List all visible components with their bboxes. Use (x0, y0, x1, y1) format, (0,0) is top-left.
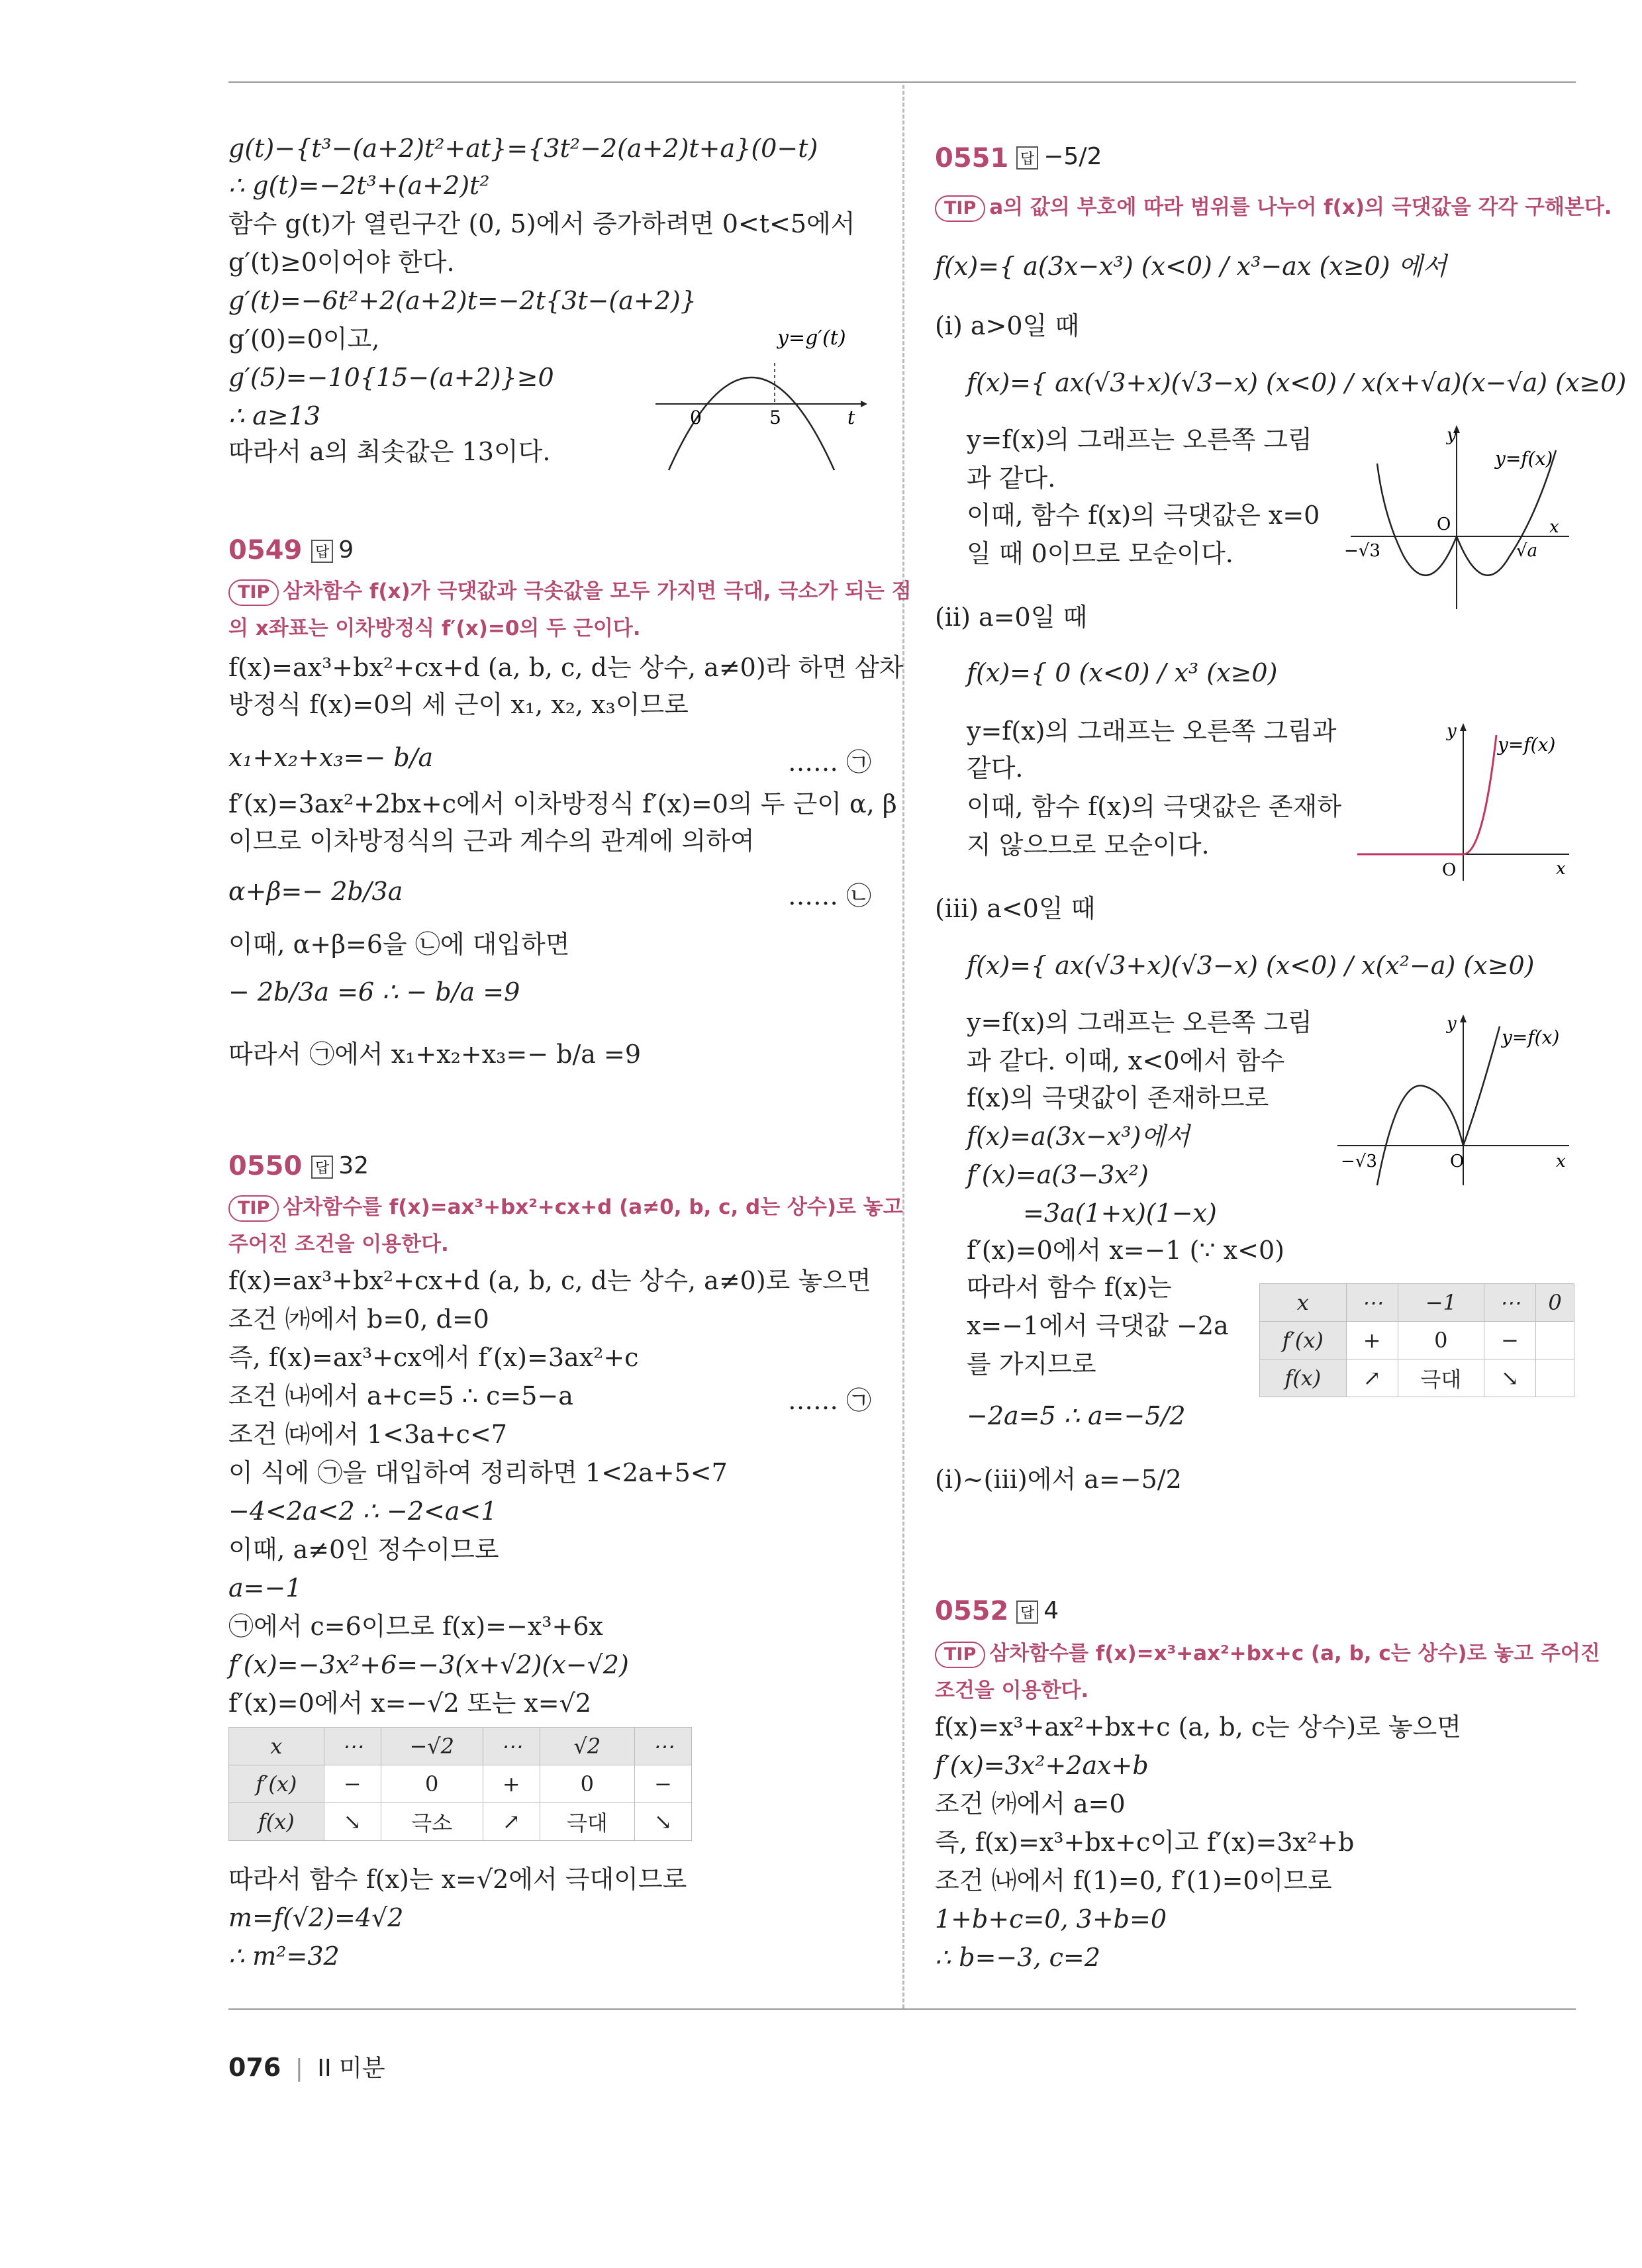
tip-badge: TIP (935, 1642, 985, 1668)
top-rule (228, 81, 1576, 83)
bottom-rule (228, 2008, 1576, 2010)
tip-text: 삼차함수를 f(x)=ax³+bx²+cx+d (a≠0, b, c, d는 상수)로 놓고 (283, 1195, 903, 1219)
page-footer (228, 2049, 385, 2083)
equation-mark: …… ㉠ (788, 1386, 872, 1415)
text-line: 따라서 함수 f(x)는 x=√2에서 극대이므로 (228, 1865, 687, 1894)
text-line: f(x)의 극댓값이 존재하므로 (967, 1083, 1269, 1112)
table-cell: ⋯ (1346, 1284, 1398, 1322)
origin-label: O (1450, 1152, 1465, 1171)
text-line: α+β=− 2b/3a (228, 877, 403, 906)
text-line: ∴ a≥13 (228, 401, 321, 430)
table-cell: ↗ (483, 1803, 540, 1841)
axis-label: y (1447, 425, 1457, 445)
text-line: g(t)−{t³−(a+2)t²+at}={3t²−2(a+2)t+a}(0−t) (228, 134, 818, 163)
axis-label: x (1556, 859, 1566, 879)
text-line: f(x)={ a(3x−x³) (x<0) / x³−ax (x≥0) 에서 (935, 252, 1447, 281)
table-cell: 0 (1398, 1322, 1484, 1359)
page-number: 076 (228, 2053, 281, 2082)
graph-curve-label: y=f(x) (1495, 448, 1553, 469)
text-line: f(x)=ax³+bx²+cx+d (a, b, c, d는 상수, a≠0)라 하면 삼차 (228, 653, 904, 682)
text-line: f′(x)=0에서 x=−√2 또는 x=√2 (228, 1689, 592, 1718)
text-line: 이때, a≠0인 정수이므로 (228, 1535, 499, 1564)
text-line: 조건 ㈐에서 1<3a+c<7 (228, 1420, 507, 1449)
tip-text: 삼차함수를 f(x)=x³+ax²+bx+c (a, b, c는 상수)로 놓고 주어진 (989, 1642, 1600, 1665)
origin-label: O (1437, 515, 1451, 534)
table-cell: 0 (1536, 1284, 1574, 1322)
table-cell: ↘ (1484, 1359, 1535, 1397)
text-line: f′(x)=0에서 x=−1 (∵ x<0) (967, 1236, 1285, 1265)
text-line: y=f(x)의 그래프는 오른쪽 그림 (967, 1008, 1312, 1037)
answer-icon: 답 (1016, 146, 1038, 170)
text-line: m=f(√2)=4√2 (228, 1903, 404, 1932)
problem-number: 0549 (228, 535, 303, 566)
tip-text: 삼차함수 f(x)가 극댓값과 극솟값을 모두 가지면 극대, 극소가 되는 점 (283, 579, 912, 603)
text-line: 과 같다. 이때, x<0에서 함수 (967, 1046, 1285, 1075)
text-line: (ⅰ)~(ⅲ)에서 a=−5/2 (935, 1465, 1182, 1494)
text-line: ∴ m²=32 (228, 1942, 340, 1971)
equation-mark: …… ㉠ (788, 748, 872, 777)
answer-value: 32 (338, 1152, 369, 1179)
text-line: g′(0)=0이고, (228, 324, 380, 354)
text-line: 방정식 f(x)=0의 세 근이 x₁, x₂, x₃이므로 (228, 690, 689, 719)
problem-number: 0552 (935, 1596, 1009, 1626)
table-cell: 극대 (1398, 1359, 1484, 1397)
text-line: f′(x)=3x²+2ax+b (935, 1751, 1149, 1780)
table-cell: ↘ (634, 1803, 691, 1841)
text-line: −2a=5 ∴ a=−5/2 (967, 1401, 1186, 1430)
origin-label: O (1442, 860, 1457, 880)
table-cell: ⋯ (634, 1728, 691, 1765)
tip-line: 의 x좌표는 이차방정식 f′(x)=0의 두 근이다. (228, 616, 641, 640)
answer-icon: 답 (311, 540, 333, 563)
tip-line: 주어진 조건을 이용한다. (228, 1232, 449, 1256)
text-line: 따라서 함수 f(x)는 (967, 1273, 1172, 1302)
table-cell: 극소 (381, 1803, 483, 1841)
table-cell: ⋯ (324, 1728, 381, 1765)
text-line: ㉠에서 c=6이므로 f(x)=−x³+6x (228, 1612, 603, 1641)
table-cell: f′(x) (1260, 1322, 1347, 1359)
text-line: y=f(x)의 그래프는 오른쪽 그림 (967, 425, 1312, 454)
text-line: f′(x)=3ax²+2bx+c에서 이차방정식 f′(x)=0의 두 근이 α, β (228, 789, 897, 818)
table-cell: + (1346, 1322, 1398, 1359)
text-line: 조건 ㈎에서 b=0, d=0 (228, 1305, 489, 1334)
text-line: (ⅰ) a>0일 때 (935, 311, 1080, 340)
table-cell (1536, 1359, 1574, 1397)
graph-case-1 (1344, 424, 1576, 609)
text-line: 를 가지므로 (967, 1350, 1096, 1379)
answer (311, 536, 354, 564)
axis-label: x (1556, 1152, 1566, 1171)
text-line: g′(5)=−10{15−(a+2)}≥0 (228, 363, 554, 392)
text-line: ∴ b=−3, c=2 (935, 1943, 1100, 1972)
text-line: f′(x)=a(3−3x²) (967, 1160, 1149, 1189)
tick-label: t (847, 407, 855, 428)
table-cell: + (483, 1765, 540, 1803)
column-divider (902, 85, 904, 2008)
tick-label: −√3 (1341, 1152, 1377, 1171)
tip-badge: TIP (228, 1195, 279, 1222)
text-line: 이때, 함수 f(x)의 극댓값은 x=0 (967, 501, 1320, 530)
table-cell: x (229, 1728, 324, 1765)
answer-icon: 답 (311, 1156, 333, 1179)
axis-label: y (1447, 722, 1457, 741)
text-line: 이므로 이차방정식의 근과 계수의 관계에 의하여 (228, 826, 755, 856)
text-line: ∴ g(t)=−2t³+(a+2)t² (228, 171, 490, 200)
text-line: 따라서 ㉠에서 x₁+x₂+x₃=− b/a =9 (228, 1040, 642, 1069)
tip-text: a의 값의 부호에 따라 범위를 나누어 f(x)의 극댓값을 각각 구해본다. (989, 195, 1612, 219)
graph-curve-label: y=g′(t) (777, 326, 846, 350)
table-cell (1536, 1322, 1574, 1359)
text-line: g′(t)≥0이어야 한다. (228, 248, 455, 277)
text-line: 이때, α+β=6을 ㉡에 대입하면 (228, 930, 570, 959)
text-line: 즉, f(x)=ax³+cx에서 f′(x)=3ax²+c (228, 1343, 639, 1372)
table-cell: ⋯ (483, 1728, 540, 1765)
text-line: 조건 ㈎에서 a=0 (935, 1789, 1126, 1818)
text-line: 즉, f(x)=x³+bx+c이고 f′(x)=3x²+b (935, 1828, 1355, 1857)
text-line: =3a(1+x)(1−x) (1023, 1199, 1217, 1228)
table-cell: f(x) (229, 1803, 324, 1841)
text-line: 같다. (967, 754, 1024, 783)
axis-label: y (1447, 1014, 1457, 1034)
sign-table (1259, 1283, 1574, 1397)
answer (1016, 1597, 1059, 1624)
table-cell: − (324, 1765, 381, 1803)
tip-badge: TIP (228, 579, 279, 606)
problem-number: 0550 (228, 1151, 303, 1181)
text-line: 1+b+c=0, 3+b=0 (935, 1904, 1167, 1934)
answer-value: 4 (1043, 1597, 1059, 1624)
text-line: 조건 ㈏에서 f(1)=0, f′(1)=0이므로 (935, 1866, 1332, 1895)
text-line: − 2b/3a =6 ∴ − b/a =9 (228, 977, 520, 1007)
table-cell: √2 (540, 1728, 634, 1765)
tip (228, 1189, 903, 1225)
graph-curve-label: y=f(x) (1498, 734, 1556, 756)
table-cell: f(x) (1260, 1359, 1347, 1397)
answer (1016, 143, 1102, 170)
section-title: II 미분 (317, 2055, 385, 2082)
text-line: (ⅲ) a<0일 때 (935, 894, 1096, 923)
text-line: f(x)=x³+ax²+bx+c (a, b, c는 상수)로 놓으면 (935, 1712, 1461, 1742)
tick-label: 0 (690, 407, 702, 428)
footer-divider: | (295, 2055, 303, 2082)
table-cell: 0 (540, 1765, 634, 1803)
text-line: f′(x)=−3x²+6=−3(x+√2)(x−√2) (228, 1650, 629, 1679)
table-cell: −1 (1398, 1284, 1484, 1322)
text-line: f(x)=ax³+bx²+cx+d (a, b, c, d는 상수, a≠0)로 놓으면 (228, 1266, 871, 1295)
table-cell: ↗ (1346, 1359, 1398, 1397)
tip-badge: TIP (935, 195, 985, 222)
text-line: 따라서 a의 최솟값은 13이다. (228, 437, 551, 466)
text-line: f(x)={ ax(√3+x)(√3−x) (x<0) / x(x²−a) (x≥0) (967, 951, 1535, 980)
tip (228, 573, 912, 609)
answer (311, 1152, 369, 1179)
graph-case-3 (1337, 1013, 1576, 1192)
answer-value: −5/2 (1043, 143, 1102, 170)
text-line: x₁+x₂+x₃=− b/a (228, 743, 434, 772)
tick-label: 5 (769, 407, 781, 428)
graph-curve-label: y=f(x) (1502, 1026, 1560, 1048)
text-line: x=−1에서 극댓값 −2a (967, 1311, 1229, 1340)
tip (935, 189, 1612, 225)
answer-value: 9 (338, 536, 354, 564)
text-line: 이때, 함수 f(x)의 극댓값은 존재하 (967, 792, 1342, 821)
text-line: 함수 g(t)가 열린구간 (0, 5)에서 증가하려면 0<t<5에서 (228, 209, 855, 238)
table-cell: ↘ (324, 1803, 381, 1841)
tick-label: √a (1516, 541, 1538, 561)
tip-line: 조건을 이용한다. (935, 1679, 1089, 1702)
axis-label: x (1549, 517, 1559, 537)
table-cell: −√2 (381, 1728, 483, 1765)
text-line: g′(t)=−6t²+2(a+2)t=−2t{3t−(a+2)} (228, 286, 697, 315)
sign-table (228, 1727, 692, 1841)
text-line: 조건 ㈏에서 a+c=5 ∴ c=5−a (228, 1381, 573, 1410)
text-line: f(x)={ 0 (x<0) / x³ (x≥0) (967, 658, 1278, 687)
text-line: (ⅱ) a=0일 때 (935, 603, 1088, 632)
text-line: 과 같다. (967, 464, 1056, 493)
answer-icon: 답 (1016, 1601, 1038, 1624)
text-line: 지 않으므로 모순이다. (967, 830, 1210, 860)
text-line: 일 때 0이므로 모순이다. (967, 539, 1233, 568)
graph-g-prime (642, 324, 867, 477)
table-cell: x (1260, 1284, 1347, 1322)
equation-mark: …… ㉡ (788, 881, 872, 911)
table-cell: − (1484, 1322, 1535, 1359)
tip (935, 1636, 1600, 1671)
table-cell: ⋯ (1484, 1284, 1535, 1322)
text-line: f(x)={ ax(√3+x)(√3−x) (x<0) / x(x+√a)(x−√a) (x≥0) (967, 368, 1627, 397)
text-line: a=−1 (228, 1573, 302, 1602)
text-line: 이 식에 ㉠을 대입하여 정리하면 1<2a+5<7 (228, 1458, 728, 1487)
table-cell: − (634, 1765, 691, 1803)
table-cell: 0 (381, 1765, 483, 1803)
text-line: f(x)=a(3x−x³)에서 (967, 1122, 1190, 1151)
tick-label: −√3 (1344, 541, 1380, 561)
problem-number: 0551 (935, 143, 1009, 173)
graph-case-2 (1357, 722, 1576, 881)
text-line: −4<2a<2 ∴ −2<a<1 (228, 1497, 497, 1526)
table-cell: f′(x) (229, 1765, 324, 1803)
text-line: y=f(x)의 그래프는 오른쪽 그림과 (967, 716, 1337, 746)
table-cell: 극대 (540, 1803, 634, 1841)
